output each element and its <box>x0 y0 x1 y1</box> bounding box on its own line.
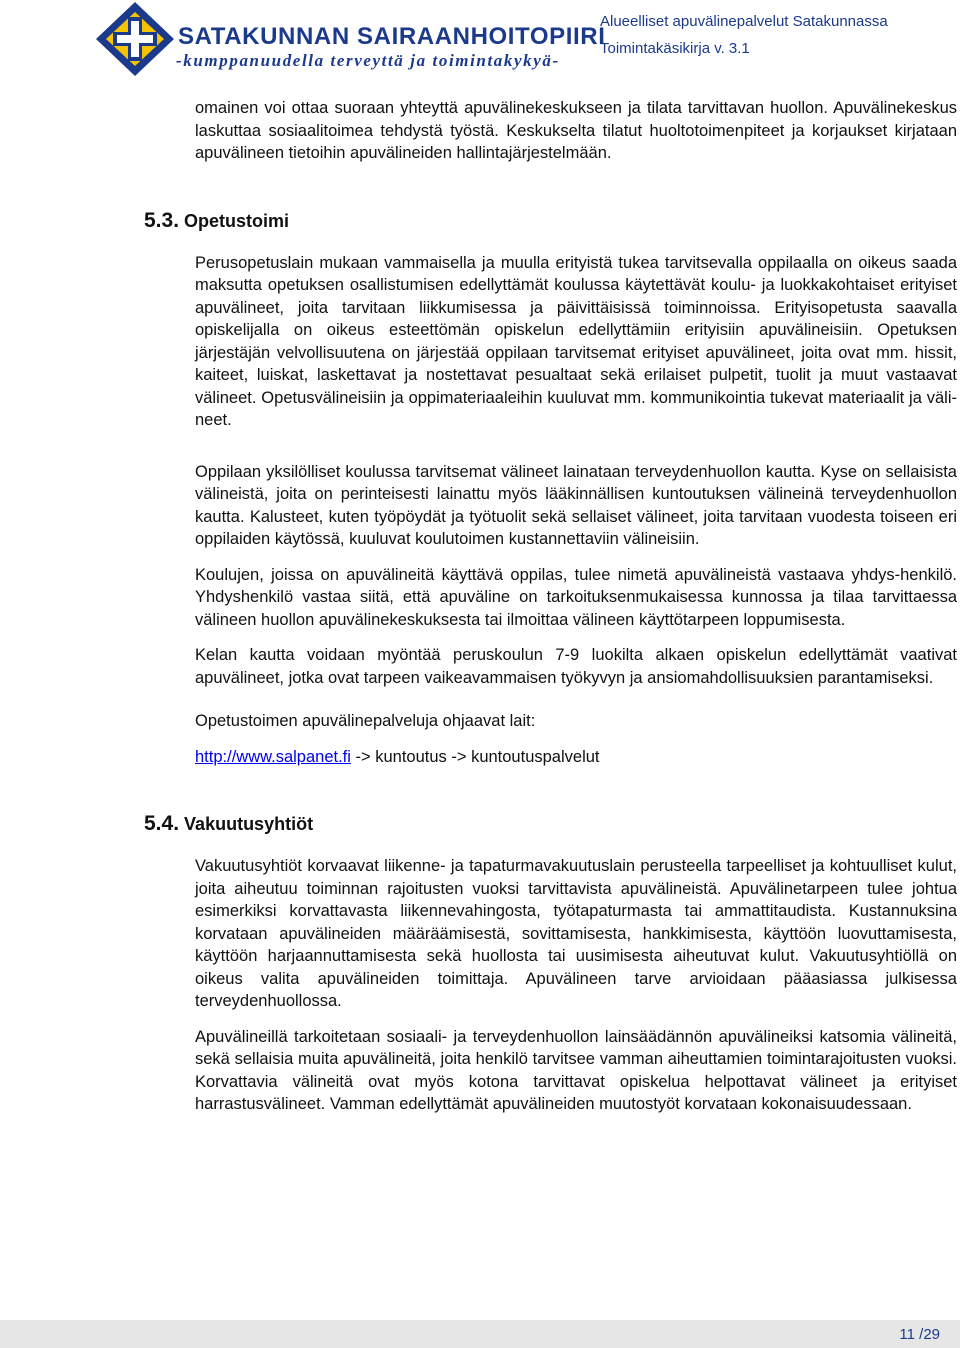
intro-paragraph: omainen voi ottaa suoraan yhteyttä apuvälinekeskukseen ja tilata tarvittavan huollon. Apuvälinekeskus laskuttaa sosiaalitoimea tehdystä työstä. Keskukselta tilatut huoltotoimenpiteet ja korjaukset kirjataan apuvälineen tietoihin apuvälineiden hallintajärjestelmään. <box>195 99 957 162</box>
section-heading-5-4 <box>144 812 957 836</box>
body-paragraph: Oppilaan yksilölliset koulussa tarvitsemat välineet lainataan terveydenhuollon kautta. Kyse on sellaisista välineistä, joita on perinteisesti lainattu myös lääkinnällisen kuntoutuksen välineinä terveydenhuollon kautta. Kalusteet, kuten työpöydät ja työtuolit sekä sellaiset välineet, joita tarvitaan vuodesta toiseen eri oppilaiden käytössä, kuuluvat koulutoimen kustannettaviin välineisiin. <box>195 462 957 548</box>
section-title: Opetustoimi <box>184 210 290 231</box>
body-paragraph: Koulujen, joissa on apuvälineitä käyttävä oppilas, tulee nimetä apuvälineistä vastaava yhdys-henkilö. Yhdyshenkilö vastaa siitä, että apuväline on tarkoituksenmukaisessa kunnossa ja tilaa tarvittaessa välineen huollon apuvälinekeskuksesta tai ilmoittaa välineen käyttötarpeen loppumisesta. <box>195 565 957 629</box>
page-footer <box>0 1320 960 1348</box>
section-title: Vakuutusyhtiöt <box>184 814 314 834</box>
section-number: 5.4. <box>144 812 180 835</box>
org-name: SATAKUNNAN SAIRAANHOITOPIIRI <box>178 23 606 50</box>
link-line <box>195 746 957 769</box>
salpanet-link[interactable]: http://www.salpanet.fi <box>195 747 351 766</box>
document-version: Toimintakäsikirja v. 3.1 <box>600 40 750 57</box>
laws-label: Opetustoimen apuvälinepalveluja ohjaavat lait: <box>195 712 536 730</box>
hospital-district-logo-icon <box>92 0 178 78</box>
body-paragraph: Apuvälineillä tarkoitetaan sosiaali- ja terveydenhuollon lainsäädännön apuvälineiksi katsomia välineitä, sekä sellaisia muita apuvälineitä, joita henkilö tarvitsee vamman aiheuttamien toimintarajoitusten vuoksi. Korvattavia välineitä ovat myös kotona tarvittavat opiskelua helpottavat välineet ja erityiset harrastusvälineet. Vamman edellyttämät apuvälineiden muutostyöt korvataan kokonaisuudessaan. <box>195 1027 957 1113</box>
document-title: Alueelliset apuvälinepalvelut Satakunnassa <box>600 13 888 30</box>
body-paragraph: Vakuutusyhtiöt korvaavat liikenne- ja tapaturmavakuutuslain perusteella tarpeelliset ja kohtuulliset kulut, joita aiheutuu toiminnan rajoitusten vuoksi tarvittavista apuvälineistä. Apuvälinetarpeen tulee johtua esimerkiksi korvattavasta liikennevahingosta, työtapaturmasta tai ammattitaudista. Kustannuksina korvataan apuvälineiden määräämisestä, sovittamisesta, hankkimisesta, käyttöön luovuttamisesta, käyttöön harjaannuttamisesta sekä huollosta tai uusimisesta aiheutuvat kulut. Vakuutusyhtiöllä on oikeus valita apuvälineiden toimittaja. Apuvälineen tarve arvioidaan pääasiassa julkisessa terveydenhuollossa. <box>195 857 957 1010</box>
link-path-text: -> kuntoutus -> kuntoutuspalvelut <box>350 747 600 766</box>
page-header <box>0 0 960 78</box>
body-paragraph: Kelan kautta voidaan myöntää peruskoulun 7-9 luokilta alkaen opiskelun edellyttämät vaativat apuvälineet, jotka ovat tarpeen vaikeavammaisen työkyvyn ja ansiomahdollisuuksien parantamiseksi. <box>195 646 957 687</box>
body-paragraph: Perusopetuslain mukaan vammaisella ja muulla erityistä tukea tarvitsevalla oppilaalla on oikeus saada maksutta opetuksen osallistumisen edellyttämät koulussa käytettävät koulu- ja luokkakohtaiset erityiset apuvälineet, joita tarvitaan liikkumisessa ja päivittäisissä toiminnoissa. Erityisopetusta saavalla opiskelijalla on oikeus esteettömän opiskelun edellyttämiin erityisiin apuvälineisiin. Opetuksen järjestäjän velvollisuutena on järjestää oppilaan tarvitsemat erityiset apuvälineet, joita ovat mm. hissit, kaiteet, luiskat, laskettavat ja nostettavat pesualtaat sekä erilaiset pulpetit, tuolit ja muut vastaavat välineet. Opetusvälineisiin ja oppimateriaaleihin kuuluvat mm. kommunikointia tukevat materiaalit ja välineet. <box>195 253 957 429</box>
page-content <box>144 97 957 1116</box>
section-number: 5.3. <box>144 208 180 232</box>
page-number: 11 /29 <box>899 1326 940 1343</box>
org-tagline: -kumppanuudella terveyttä ja toimintakykyä- <box>176 51 560 70</box>
section-heading-5-3 <box>144 209 957 233</box>
